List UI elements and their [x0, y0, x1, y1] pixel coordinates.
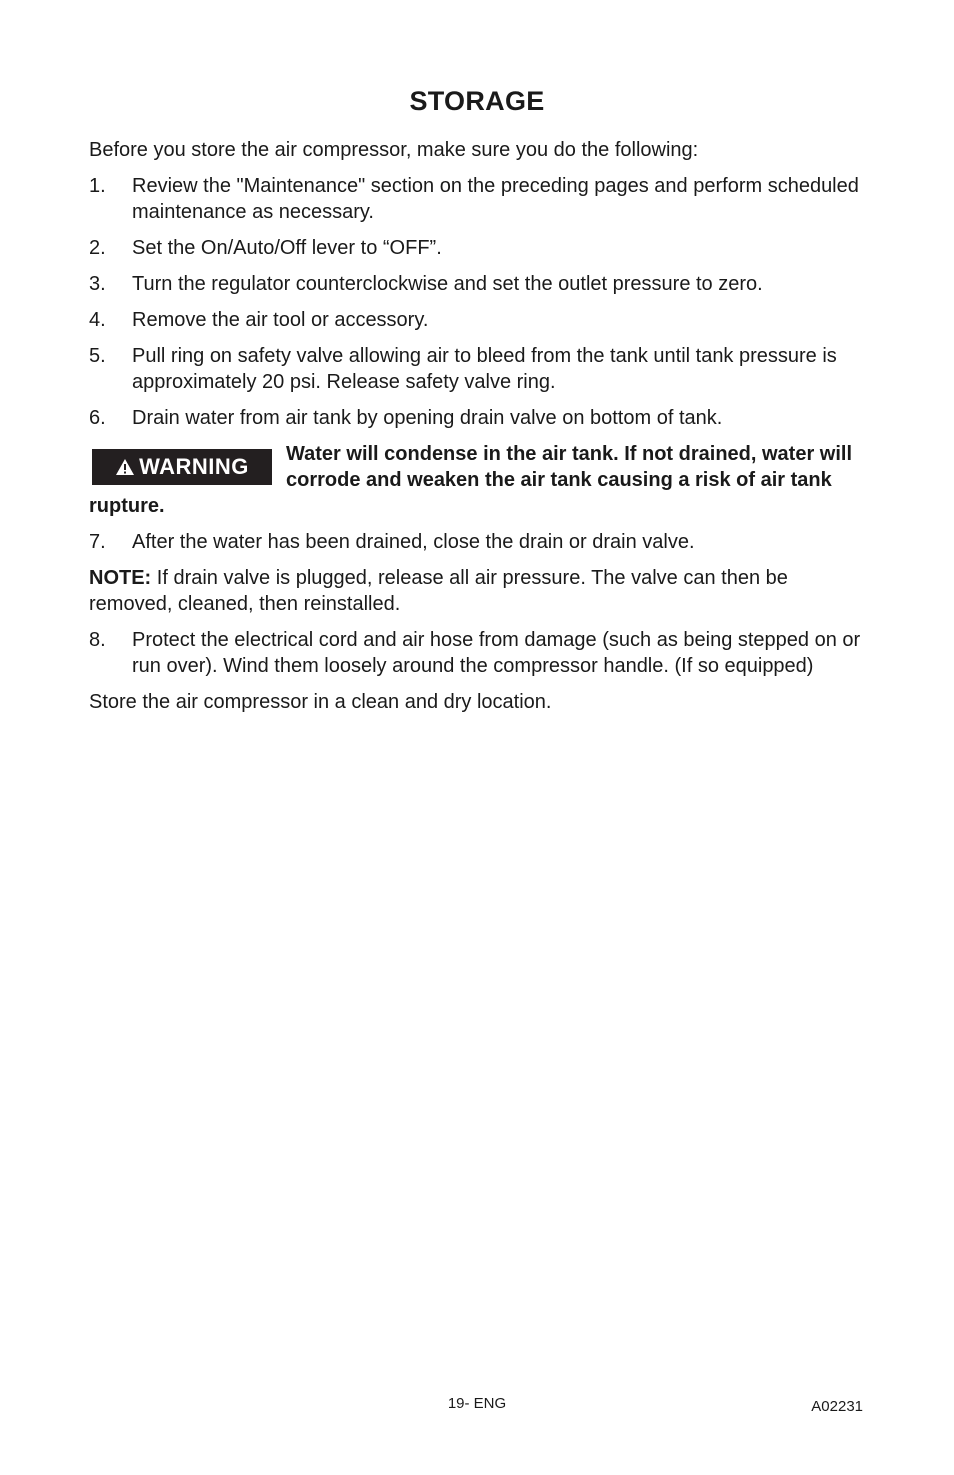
note-paragraph — [89, 565, 869, 617]
step-number: 7. — [89, 531, 106, 553]
step-text: Drain water from air tank by opening drain valve on bottom of tank. — [132, 407, 723, 429]
step-number: 1. — [89, 175, 106, 197]
list-item — [89, 307, 869, 333]
note-text: If drain valve is plugged, release all air pressure. The valve can then be removed, cleaned, then reinstalled. — [89, 567, 788, 615]
steps-list — [89, 173, 869, 431]
steps-list — [89, 529, 869, 555]
storage-section — [89, 137, 869, 725]
steps-list — [89, 627, 869, 679]
step-number: 6. — [89, 407, 106, 429]
list-item — [89, 173, 869, 225]
list-item — [89, 627, 869, 679]
warning-badge-label: WARNING — [139, 454, 249, 479]
step-text: Review the "Maintenance" section on the preceding pages and perform scheduled maintenance as necessary. — [132, 175, 859, 223]
step-number: 4. — [89, 309, 106, 331]
warning-triangle-icon — [115, 458, 135, 476]
list-item — [89, 343, 869, 395]
list-item — [89, 235, 869, 261]
step-text: After the water has been drained, close the drain or drain valve. — [132, 531, 695, 553]
warning-badge — [92, 449, 272, 485]
step-text: Turn the regulator counterclockwise and set the outlet pressure to zero. — [132, 273, 763, 295]
step-number: 8. — [89, 629, 106, 651]
page-number: 19- ENG — [447, 1395, 507, 1412]
list-item — [89, 529, 869, 555]
warning-callout — [89, 441, 869, 519]
closing-text: Store the air compressor in a clean and dry location. — [89, 691, 552, 713]
intro-text: Before you store the air compressor, make sure you do the following: — [89, 139, 699, 161]
document-code: A02231 — [811, 1398, 863, 1415]
step-text: Set the On/Auto/Off lever to “OFF”. — [132, 237, 442, 259]
step-text: Remove the air tool or accessory. — [132, 309, 429, 331]
note-label: NOTE: — [89, 567, 152, 589]
list-item — [89, 271, 869, 297]
step-number: 2. — [89, 237, 106, 259]
list-item — [89, 405, 869, 431]
step-text: Protect the electrical cord and air hose from damage (such as being stepped on or run over). Wind them loosely around the compressor handle. (If so equipped) — [132, 629, 861, 677]
step-number: 3. — [89, 273, 106, 295]
page-title: STORAGE — [409, 86, 545, 116]
step-number: 5. — [89, 345, 106, 367]
warning-text: Water will condense in the air tank. If not drained, water will corrode and weaken the air tank causing a risk of air tank rupture. — [89, 443, 853, 517]
step-text: Pull ring on safety valve allowing air to bleed from the tank until tank pressure is approximately 20 psi. Release safety valve ring. — [132, 345, 837, 393]
